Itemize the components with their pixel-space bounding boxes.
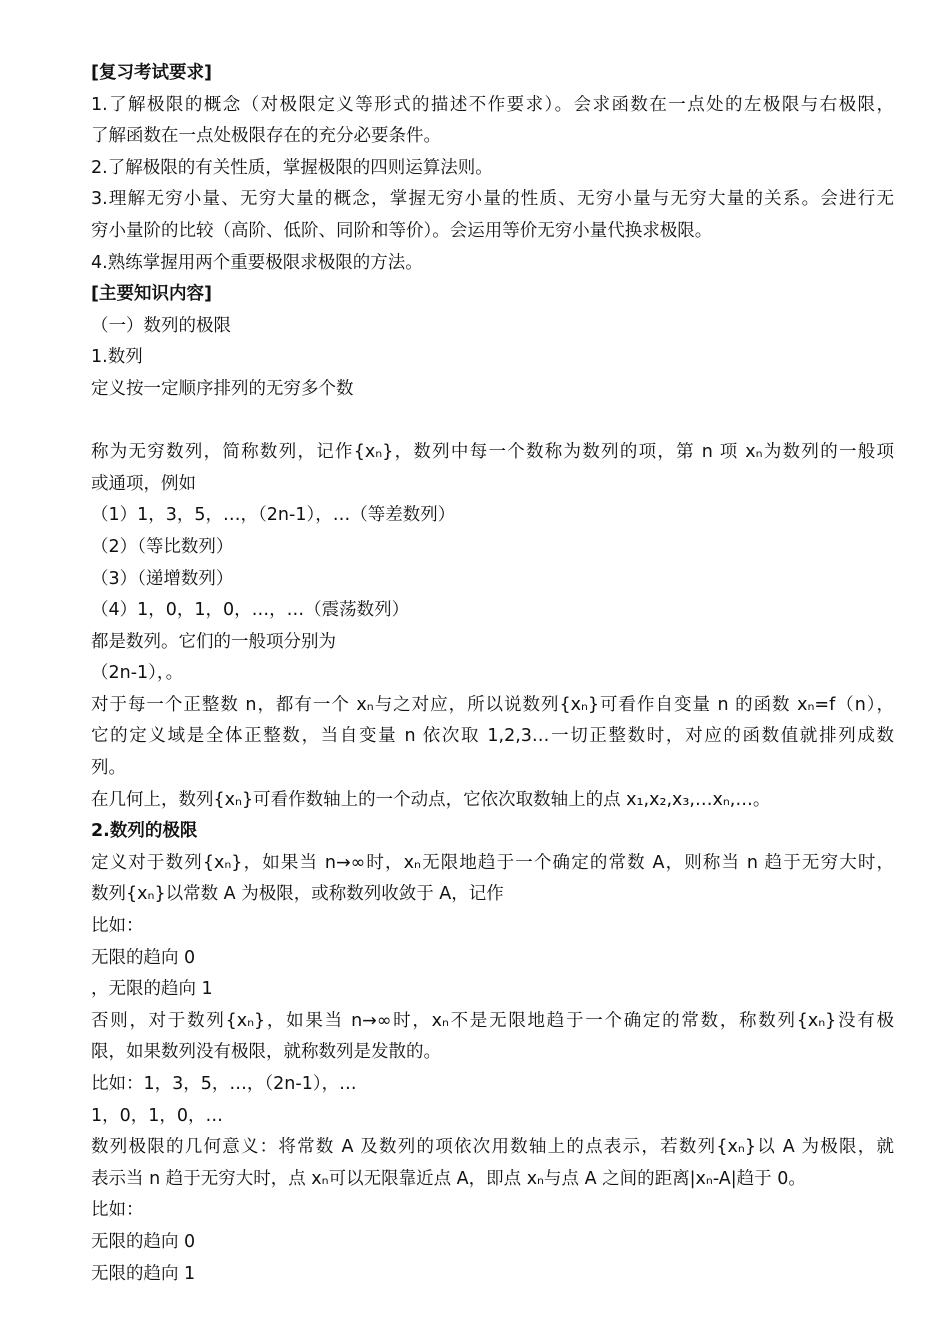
text-line: 1，0，1，0，… (91, 1105, 224, 1126)
section-heading: [复习考试要求] (91, 63, 212, 83)
text-line: 1.数列 (91, 347, 143, 368)
text-line: 4.熟练掌握用两个重要极限求极限的方法。 (91, 252, 423, 273)
text-line: 或通项，例如 (91, 473, 196, 494)
text-line: 3.理解无穷小量、无穷大量的概念，掌握无穷小量的性质、无穷小量与无穷大量的关系。会进行无 (91, 189, 894, 210)
text-line: 定义按一定顺序排列的无穷多个数 (91, 378, 354, 399)
text-line: （3）（递增数列） (91, 568, 234, 589)
text-line: 穷小量阶的比较（高阶、低阶、同阶和等价）。会运用等价无穷小量代换求极限。 (91, 220, 713, 241)
text-line: （4）1，0，1，0，…，…（震荡数列） (91, 600, 410, 621)
text-line: （1）1，3，5，…，（2n-1），…（等差数列） (91, 505, 456, 526)
text-line: 比如：1，3，5，…，（2n-1），… (91, 1074, 357, 1094)
document-body (91, 58, 894, 1290)
text-line: 比如： (91, 916, 144, 937)
text-line: 否则，对于数列{xₙ}，如果当 n→∞时，xₙ不是无限地趋于一个确定的常数，称数列{xₙ}没有极 (91, 1010, 894, 1031)
blank-line (91, 406, 894, 438)
text-line: （一）数列的极限 (91, 315, 231, 336)
text-line: 列。 (91, 758, 126, 779)
text-line: 无限的趋向 1 (91, 1263, 196, 1284)
text-line: 2.了解极限的有关性质，掌握极限的四则运算法则。 (91, 157, 493, 178)
text-line: 对于每一个正整数 n，都有一个 xₙ与之对应，所以说数列{xₙ}可看作自变量 n 的函数 xₙ=f（n）， (91, 694, 894, 715)
text-line: 表示当 n 趋于无穷大时，点 xₙ可以无限靠近点 A，即点 xₙ与点 A 之间的距离|xₙ-A|趋于 0。 (91, 1168, 806, 1189)
text-line: 了解函数在一点处极限存在的充分必要条件。 (91, 126, 441, 147)
text-line: 无限的趋向 0 (91, 1231, 196, 1252)
text-line: 定义对于数列{xₙ}，如果当 n→∞时，xₙ无限地趋于一个确定的常数 A，则称当 n 趋于无穷大时， (91, 852, 894, 873)
text-line: 它的定义域是全体正整数，当自变量 n 依次取 1,2,3…一切正整数时，对应的函数值就排列成数 (91, 726, 894, 747)
text-line: 称为无穷数列，简称数列，记作{xₙ}，数列中每一个数称为数列的项，第 n 项 xₙ为数列的一般项 (91, 442, 894, 463)
section-heading: 2.数列的极限 (91, 821, 198, 842)
section-heading: [主要知识内容] (91, 284, 212, 305)
text-line: 比如： (91, 1200, 144, 1221)
text-line: 在几何上，数列{xₙ}可看作数轴上的一个动点，它依次取数轴上的点 x₁,x₂,x₃,…xₙ,…。 (91, 789, 771, 810)
text-line: 无限的趋向 0 (91, 947, 196, 968)
text-line: （2n-1），。 (91, 663, 184, 684)
text-line: 1.了解极限的概念（对极限定义等形式的描述不作要求）。会求函数在一点处的左极限与右极限， (91, 94, 894, 115)
text-line: （2）（等比数列） (91, 536, 234, 557)
text-line: 数列极限的几何意义：将常数 A 及数列的项依次用数轴上的点表示，若数列{xₙ}以 A 为极限，就 (91, 1137, 894, 1158)
text-line: 数列{xₙ}以常数 A 为极限，或称数列收敛于 A，记作 (91, 884, 504, 905)
text-line: 都是数列。它们的一般项分别为 (91, 631, 336, 652)
text-line: ，无限的趋向 1 (91, 979, 213, 1000)
text-line: 限，如果数列没有极限，就称数列是发散的。 (91, 1042, 441, 1063)
